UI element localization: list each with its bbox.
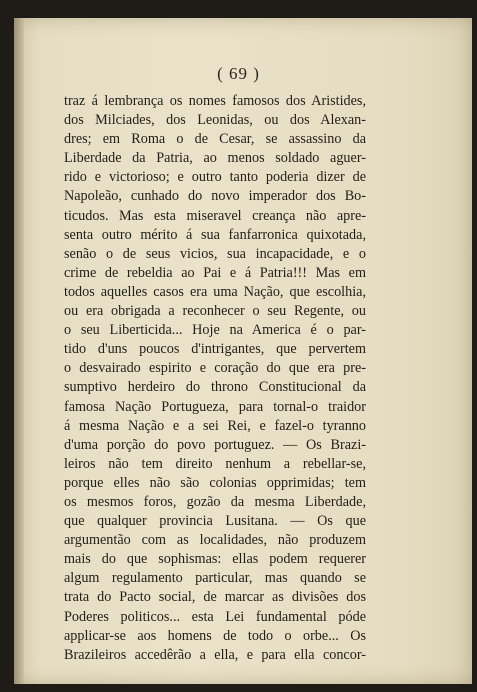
text-line: dos Milciades, dos Leonidas, ou dos Alexan- bbox=[64, 112, 366, 129]
text-line: leiros não tem direito nenhum a rebellar-se, bbox=[64, 455, 366, 472]
text-line: trata do Pacto social, de marcar as divisões dos bbox=[64, 589, 366, 606]
text-line: Liberdade da Patria, ao menos soldado aguer- bbox=[64, 150, 366, 167]
text-line: rido e victorioso; e outro tanto poderia dizer de bbox=[64, 169, 366, 186]
text-line: algum regulamento particular, mas quando se bbox=[64, 570, 366, 587]
text-line: d'uma porção do povo portuguez. — Os Brazi- bbox=[64, 436, 366, 453]
text-line: famosa Nação Portugueza, para tornal-o traidor bbox=[64, 398, 366, 415]
text-line: applicar-se aos homens de todo o orbe... Os bbox=[64, 627, 366, 644]
text-line: senão o de seus vicios, sua incapacidade, e o bbox=[64, 245, 366, 262]
text-line: que qualquer provincia Lusitana. — Os que bbox=[64, 513, 366, 530]
text-line: ticudos. Mas esta miseravel creança não apre- bbox=[64, 207, 366, 224]
text-line: argumentão com as localidades, não produzem bbox=[64, 532, 366, 549]
page-gutter bbox=[14, 18, 24, 684]
text-line: crime de rebeldia ao Pai e á Patria!!! Mas em bbox=[64, 264, 366, 281]
text-line: tido d'uns poucos d'intrigantes, que pervertem bbox=[64, 341, 366, 358]
text-line: todos aquelles casos era uma Nação, que escolhia, bbox=[64, 283, 366, 300]
text-line: dres; em Roma o de Cesar, se assassino da bbox=[64, 131, 366, 148]
text-line: á mesma Nação e a sei Rei, e fazel-o tyranno bbox=[64, 417, 366, 434]
text-line: ou era obrigada a reconhecer o seu Regente, ou bbox=[64, 303, 366, 320]
body-text bbox=[64, 92, 366, 665]
text-line: Napoleão, cunhado do novo imperador dos Bo- bbox=[64, 188, 366, 205]
text-line: o seu Liberticida... Hoje na America é o par- bbox=[64, 322, 366, 339]
text-line: Poderes politicos... esta Lei fundamental póde bbox=[64, 608, 366, 625]
text-line: o desvairado espirito e coração do que era pre- bbox=[64, 360, 366, 377]
text-line: traz á lembrança os nomes famosos dos Aristides, bbox=[64, 93, 366, 109]
text-line: os mesmos foros, gozão da mesma Liberdade, bbox=[64, 493, 366, 510]
text-line: porque elles não são colonias opprimidas; tem bbox=[64, 474, 366, 491]
text-line: mais do que sophismas: ellas podem requerer bbox=[64, 551, 366, 568]
text-line: Brazileiros accedêrão a ella, e para ella concor- bbox=[64, 646, 366, 663]
page-number: ( 69 ) bbox=[217, 64, 260, 83]
text-line: sumptivo herdeiro do throno Constitucional da bbox=[64, 379, 366, 396]
text-line: senta outro mérito á sua fanfarronica quixotada, bbox=[64, 226, 366, 243]
